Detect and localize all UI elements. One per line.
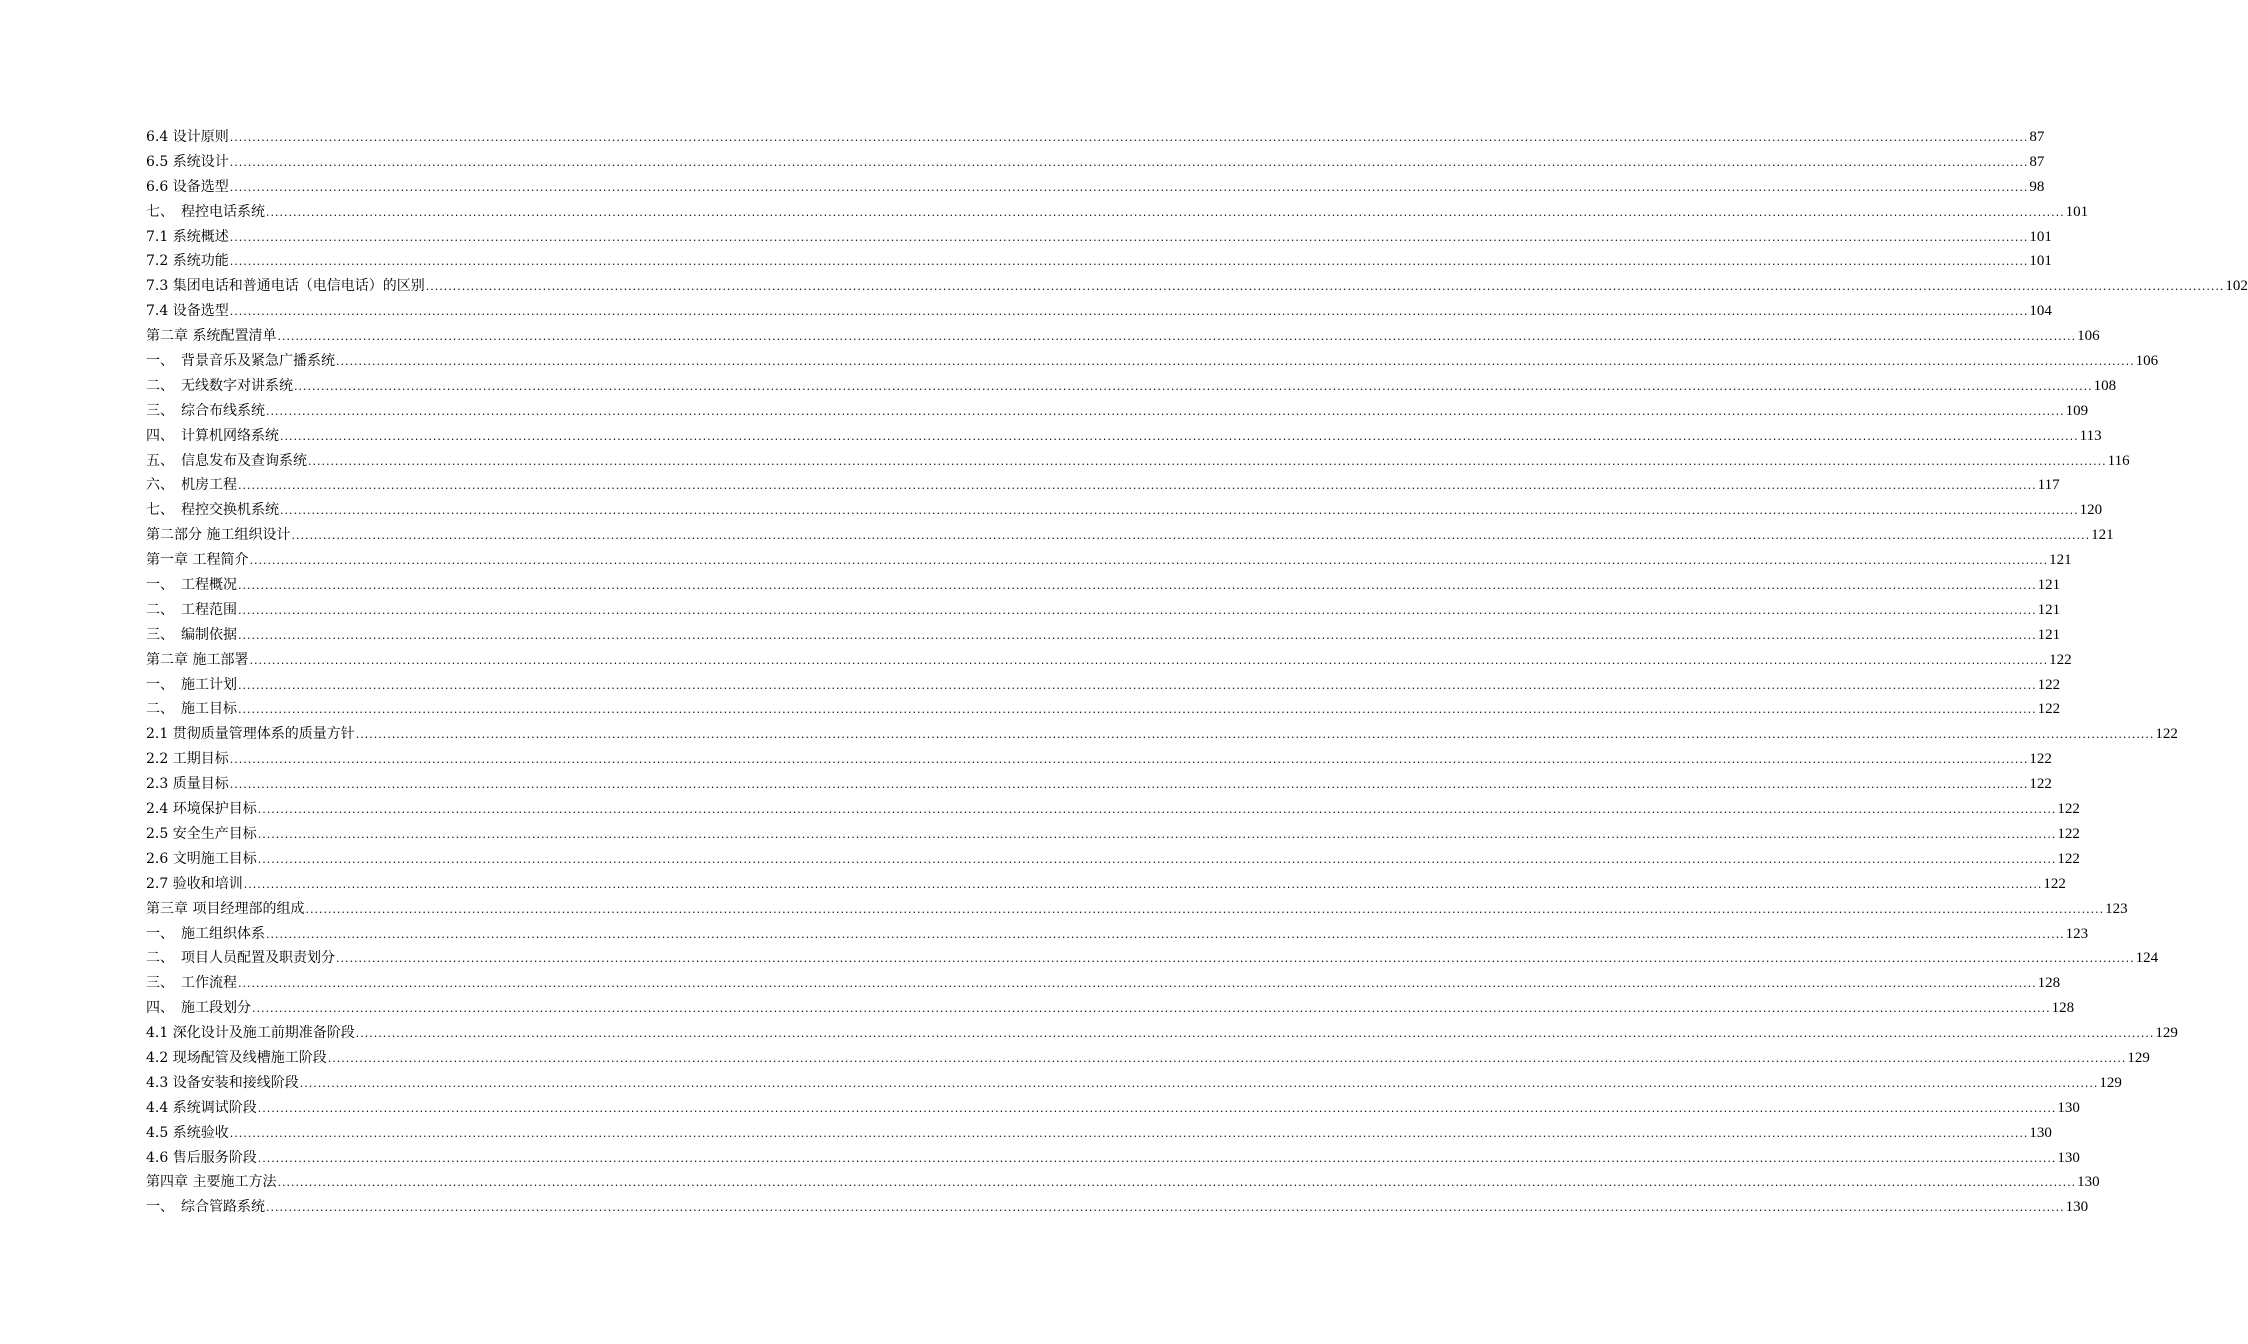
toc-dot-leader: ................................................................................................................................................................................................................................................................................................................................................................................................................: [252, 1002, 2051, 1016]
toc-entry-title: 7.3 集团电话和普通电话（电信电话）的区别: [146, 278, 425, 295]
toc-entry-page-number: 121: [2037, 601, 2061, 618]
toc-entry-page-number: 122: [2029, 751, 2052, 768]
toc-entry-page-number: 130: [2077, 1174, 2100, 1191]
toc-entry-page-number: 122: [2029, 776, 2052, 793]
toc-entry[interactable]: [146, 1021, 2178, 1046]
toc-entry-page-number: 102: [2225, 278, 2248, 295]
toc-dot-leader: ................................................................................................................................................................................................................................................................................................................................................................................................................: [299, 1076, 2099, 1090]
toc-entry[interactable]: [146, 648, 2072, 673]
toc-dot-leader: ................................................................................................................................................................................................................................................................................................................................................................................................................: [229, 131, 2029, 144]
toc-entry-title: 二、 施工目标: [146, 701, 237, 718]
toc-entry[interactable]: [146, 225, 2052, 250]
toc-entry[interactable]: [146, 897, 2128, 922]
toc-entry-page-number: 116: [2107, 452, 2130, 469]
toc-entry-page-number: 128: [2051, 1000, 2075, 1017]
toc-entry-page-number: 121: [2091, 527, 2114, 544]
toc-entry-title: 四、 施工段划分: [146, 1000, 251, 1017]
toc-entry[interactable]: [146, 498, 2103, 523]
toc-entry-title: 三、 综合布线系统: [146, 402, 265, 419]
toc-entry[interactable]: [146, 249, 2052, 274]
toc-entry-page-number: 124: [2135, 950, 2159, 967]
toc-entry-title: 2.4 环境保护目标: [146, 801, 257, 818]
toc-entry-title: 2.1 贯彻质量管理体系的质量方针: [146, 726, 355, 743]
toc-entry-page-number: 129: [2155, 1025, 2178, 1042]
toc-entry[interactable]: [146, 299, 2052, 324]
toc-dot-leader: ................................................................................................................................................................................................................................................................................................................................................................................................................: [229, 753, 2029, 767]
toc-entry-title: 一、 背景音乐及紧急广播系统: [146, 353, 335, 370]
toc-dot-leader: ................................................................................................................................................................................................................................................................................................................................................................................................................: [266, 404, 2065, 418]
toc-entry-title: 4.2 现场配管及线槽施工阶段: [146, 1049, 327, 1066]
toc-dot-leader: ................................................................................................................................................................................................................................................................................................................................................................................................................: [308, 454, 2107, 468]
toc-dot-leader: ................................................................................................................................................................................................................................................................................................................................................................................................................: [229, 1126, 2029, 1140]
toc-entry-title: 4.3 设备安装和接线阶段: [146, 1074, 299, 1091]
toc-entry-title: 七、 程控交换机系统: [146, 502, 279, 519]
toc-entry-page-number: 122: [2155, 726, 2178, 743]
toc-entry-title: 第四章 主要施工方法: [146, 1174, 277, 1191]
toc-entry-title: 4.1 深化设计及施工前期准备阶段: [146, 1025, 355, 1042]
toc-entry-page-number: 123: [2065, 925, 2089, 942]
toc-entry[interactable]: [146, 200, 2089, 225]
toc-entry[interactable]: [146, 946, 2159, 971]
toc-entry-page-number: 121: [2037, 577, 2061, 594]
toc-entry-page-number: 122: [2049, 651, 2072, 668]
toc-entry-page-number: 87: [2029, 153, 2045, 170]
toc-dot-leader: ................................................................................................................................................................................................................................................................................................................................................................................................................: [355, 1027, 2155, 1041]
toc-dot-leader: ................................................................................................................................................................................................................................................................................................................................................................................................................: [257, 1151, 2057, 1165]
toc-entry[interactable]: [146, 1071, 2122, 1096]
toc-entry-title: 二、 工程范围: [146, 601, 237, 618]
toc-entry[interactable]: [146, 747, 2052, 772]
toc-dot-leader: ................................................................................................................................................................................................................................................................................................................................................................................................................: [238, 703, 2037, 717]
toc-entry-page-number: 101: [2029, 253, 2052, 270]
toc-entry-page-number: 123: [2105, 900, 2128, 917]
toc-entry-title: 4.4 系统调试阶段: [146, 1099, 257, 1116]
toc-entry-title: 2.5 安全生产目标: [146, 825, 257, 842]
toc-entry-title: 7.2 系统功能: [146, 253, 229, 270]
toc-dot-leader: ................................................................................................................................................................................................................................................................................................................................................................................................................: [229, 305, 2029, 319]
toc-dot-leader: ................................................................................................................................................................................................................................................................................................................................................................................................................: [229, 180, 2029, 194]
toc-dot-leader: ................................................................................................................................................................................................................................................................................................................................................................................................................: [229, 230, 2029, 244]
toc-entry-title: 4.5 系统验收: [146, 1124, 229, 1141]
toc-entry-title: 第二章 系统配置清单: [146, 328, 277, 345]
toc-entry-title: 2.7 验收和培训: [146, 875, 243, 892]
toc-entry-page-number: 117: [2037, 477, 2060, 494]
toc-entry[interactable]: [146, 1096, 2080, 1121]
toc-entry[interactable]: [146, 922, 2089, 947]
toc-entry-title: 一、 综合管路系统: [146, 1199, 265, 1216]
toc-dot-leader: ................................................................................................................................................................................................................................................................................................................................................................................................................: [257, 803, 2057, 817]
toc-entry-page-number: 120: [2079, 502, 2103, 519]
toc-entry[interactable]: [146, 548, 2072, 573]
toc-entry-title: 6.5 系统设计: [146, 153, 229, 170]
toc-entry[interactable]: [146, 772, 2052, 797]
toc-entry-page-number: 113: [2079, 427, 2102, 444]
toc-dot-leader: ................................................................................................................................................................................................................................................................................................................................................................................................................: [355, 728, 2155, 742]
toc-entry[interactable]: [146, 324, 2100, 349]
toc-dot-leader: ................................................................................................................................................................................................................................................................................................................................................................................................................: [291, 529, 2091, 543]
toc-dot-leader: ................................................................................................................................................................................................................................................................................................................................................................................................................: [266, 927, 2065, 941]
toc-entry[interactable]: [146, 150, 2045, 175]
toc-entry-title: 第二章 施工部署: [146, 651, 249, 668]
toc-entry[interactable]: [146, 125, 2045, 150]
toc-entry-page-number: 122: [2057, 825, 2080, 842]
toc-dot-leader: ................................................................................................................................................................................................................................................................................................................................................................................................................: [425, 280, 2225, 294]
toc-entry[interactable]: [146, 1121, 2052, 1146]
toc-entry[interactable]: [146, 697, 2061, 722]
toc-dot-leader: ................................................................................................................................................................................................................................................................................................................................................................................................................: [238, 603, 2037, 617]
toc-entry-title: 第一章 工程简介: [146, 552, 249, 569]
toc-entry-title: 2.3 质量目标: [146, 776, 229, 793]
toc-entry-title: 四、 计算机网络系统: [146, 427, 279, 444]
toc-entry-title: 一、 施工计划: [146, 676, 237, 693]
toc-dot-leader: ................................................................................................................................................................................................................................................................................................................................................................................................................: [280, 504, 2079, 518]
toc-entry-title: 6.4 设计原则: [146, 129, 229, 145]
toc-entry-page-number: 122: [2043, 875, 2066, 892]
toc-entry-page-number: 128: [2037, 975, 2061, 992]
toc-dot-leader: ................................................................................................................................................................................................................................................................................................................................................................................................................: [305, 902, 2105, 916]
toc-entry-title: 三、 编制依据: [146, 626, 237, 643]
toc-entry-page-number: 104: [2029, 303, 2052, 320]
toc-entry-title: 7.1 系统概述: [146, 228, 229, 245]
toc-entry[interactable]: [146, 399, 2089, 424]
toc-entry[interactable]: [146, 424, 2102, 449]
toc-dot-leader: ................................................................................................................................................................................................................................................................................................................................................................................................................: [257, 852, 2057, 866]
toc-entry[interactable]: [146, 573, 2061, 598]
toc-entry-title: 二、 项目人员配置及职责划分: [146, 950, 335, 967]
toc-dot-leader: ................................................................................................................................................................................................................................................................................................................................................................................................................: [266, 205, 2065, 219]
toc-entry-page-number: 130: [2057, 1099, 2080, 1116]
toc-entry[interactable]: [146, 797, 2080, 822]
toc-entry-page-number: 122: [2037, 701, 2061, 718]
toc-entry[interactable]: [146, 449, 2130, 474]
toc-entry[interactable]: [146, 1046, 2150, 1071]
toc-entry-page-number: 108: [2093, 377, 2117, 394]
toc-entry[interactable]: [146, 598, 2061, 623]
toc-entry-page-number: 130: [2029, 1124, 2052, 1141]
toc-dot-leader: ................................................................................................................................................................................................................................................................................................................................................................................................................: [229, 155, 2029, 169]
toc-entry[interactable]: [146, 822, 2080, 847]
toc-entry[interactable]: [146, 971, 2061, 996]
toc-entry[interactable]: [146, 1195, 2089, 1220]
toc-entry-title: 6.6 设备选型: [146, 178, 229, 195]
toc-entry[interactable]: [146, 623, 2061, 648]
toc-entry[interactable]: [146, 872, 2066, 897]
toc-entry-page-number: 121: [2037, 626, 2061, 643]
toc-entry-page-number: 109: [2065, 402, 2089, 419]
toc-entry[interactable]: [146, 722, 2178, 747]
toc-entry-page-number: 101: [2065, 203, 2089, 220]
toc-entry-title: 一、 施工组织体系: [146, 925, 265, 942]
toc-entry[interactable]: [146, 673, 2061, 698]
toc-entry-page-number: 129: [2127, 1049, 2150, 1066]
toc-entry-page-number: 98: [2029, 178, 2045, 195]
toc-dot-leader: ................................................................................................................................................................................................................................................................................................................................................................................................................: [243, 877, 2043, 891]
toc-dot-leader: ................................................................................................................................................................................................................................................................................................................................................................................................................: [257, 827, 2057, 841]
toc-entry-title: 二、 无线数字对讲系统: [146, 377, 293, 394]
toc-dot-leader: ................................................................................................................................................................................................................................................................................................................................................................................................................: [249, 554, 2049, 568]
toc-dot-leader: ................................................................................................................................................................................................................................................................................................................................................................................................................: [336, 952, 2135, 966]
toc-dot-leader: ................................................................................................................................................................................................................................................................................................................................................................................................................: [280, 429, 2079, 443]
toc-entry-page-number: 101: [2029, 228, 2052, 245]
toc-dot-leader: ................................................................................................................................................................................................................................................................................................................................................................................................................: [229, 255, 2029, 269]
toc-entry-page-number: 106: [2077, 328, 2100, 345]
toc-dot-leader: ................................................................................................................................................................................................................................................................................................................................................................................................................: [294, 379, 2093, 393]
toc-entry[interactable]: [146, 274, 2248, 299]
toc-entry-page-number: 87: [2029, 129, 2045, 145]
toc-dot-leader: ................................................................................................................................................................................................................................................................................................................................................................................................................: [277, 330, 2077, 344]
toc-entry-page-number: 130: [2065, 1199, 2089, 1216]
toc-dot-leader: ................................................................................................................................................................................................................................................................................................................................................................................................................: [238, 977, 2037, 991]
toc-dot-leader: ................................................................................................................................................................................................................................................................................................................................................................................................................: [266, 1201, 2065, 1215]
toc-entry-title: 第二部分 施工组织设计: [146, 527, 291, 544]
toc-entry[interactable]: [146, 996, 2075, 1021]
toc-entry-title: 六、 机房工程: [146, 477, 237, 494]
toc-entry-page-number: 106: [2135, 353, 2159, 370]
toc-entry[interactable]: [146, 523, 2114, 548]
toc-entry[interactable]: [146, 1146, 2080, 1171]
toc-dot-leader: ................................................................................................................................................................................................................................................................................................................................................................................................................: [257, 1101, 2057, 1115]
toc-entry-page-number: 122: [2037, 676, 2061, 693]
toc-dot-leader: ................................................................................................................................................................................................................................................................................................................................................................................................................: [229, 778, 2029, 792]
toc-entry-title: 一、 工程概况: [146, 577, 237, 594]
toc-dot-leader: ................................................................................................................................................................................................................................................................................................................................................................................................................: [249, 653, 2049, 667]
toc-entry-page-number: 130: [2057, 1149, 2080, 1166]
table-of-contents: [146, 125, 2248, 1220]
toc-entry-page-number: 129: [2099, 1074, 2122, 1091]
toc-entry[interactable]: [146, 374, 2117, 399]
toc-dot-leader: ................................................................................................................................................................................................................................................................................................................................................................................................................: [238, 579, 2037, 593]
toc-entry-page-number: 121: [2049, 552, 2072, 569]
toc-dot-leader: ................................................................................................................................................................................................................................................................................................................................................................................................................: [238, 479, 2037, 493]
toc-entry-title: 2.2 工期目标: [146, 751, 229, 768]
toc-entry-title: 第三章 项目经理部的组成: [146, 900, 305, 917]
toc-dot-leader: ................................................................................................................................................................................................................................................................................................................................................................................................................: [336, 355, 2135, 369]
toc-entry-title: 2.6 文明施工目标: [146, 850, 257, 867]
toc-dot-leader: ................................................................................................................................................................................................................................................................................................................................................................................................................: [277, 1176, 2077, 1190]
toc-entry[interactable]: [146, 1170, 2100, 1195]
toc-dot-leader: ................................................................................................................................................................................................................................................................................................................................................................................................................: [238, 628, 2037, 642]
toc-entry-page-number: 122: [2057, 801, 2080, 818]
toc-entry-title: 三、 工作流程: [146, 975, 237, 992]
toc-entry[interactable]: [146, 847, 2080, 872]
toc-entry-title: 七、 程控电话系统: [146, 203, 265, 220]
toc-entry[interactable]: [146, 473, 2060, 498]
toc-entry[interactable]: [146, 349, 2159, 374]
toc-dot-leader: ................................................................................................................................................................................................................................................................................................................................................................................................................: [238, 678, 2037, 692]
toc-entry-title: 7.4 设备选型: [146, 303, 229, 320]
toc-entry-page-number: 122: [2057, 850, 2080, 867]
toc-dot-leader: ................................................................................................................................................................................................................................................................................................................................................................................................................: [327, 1051, 2127, 1065]
toc-entry[interactable]: [146, 175, 2045, 200]
toc-entry-title: 五、 信息发布及查询系统: [146, 452, 307, 469]
toc-entry-title: 4.6 售后服务阶段: [146, 1149, 257, 1166]
